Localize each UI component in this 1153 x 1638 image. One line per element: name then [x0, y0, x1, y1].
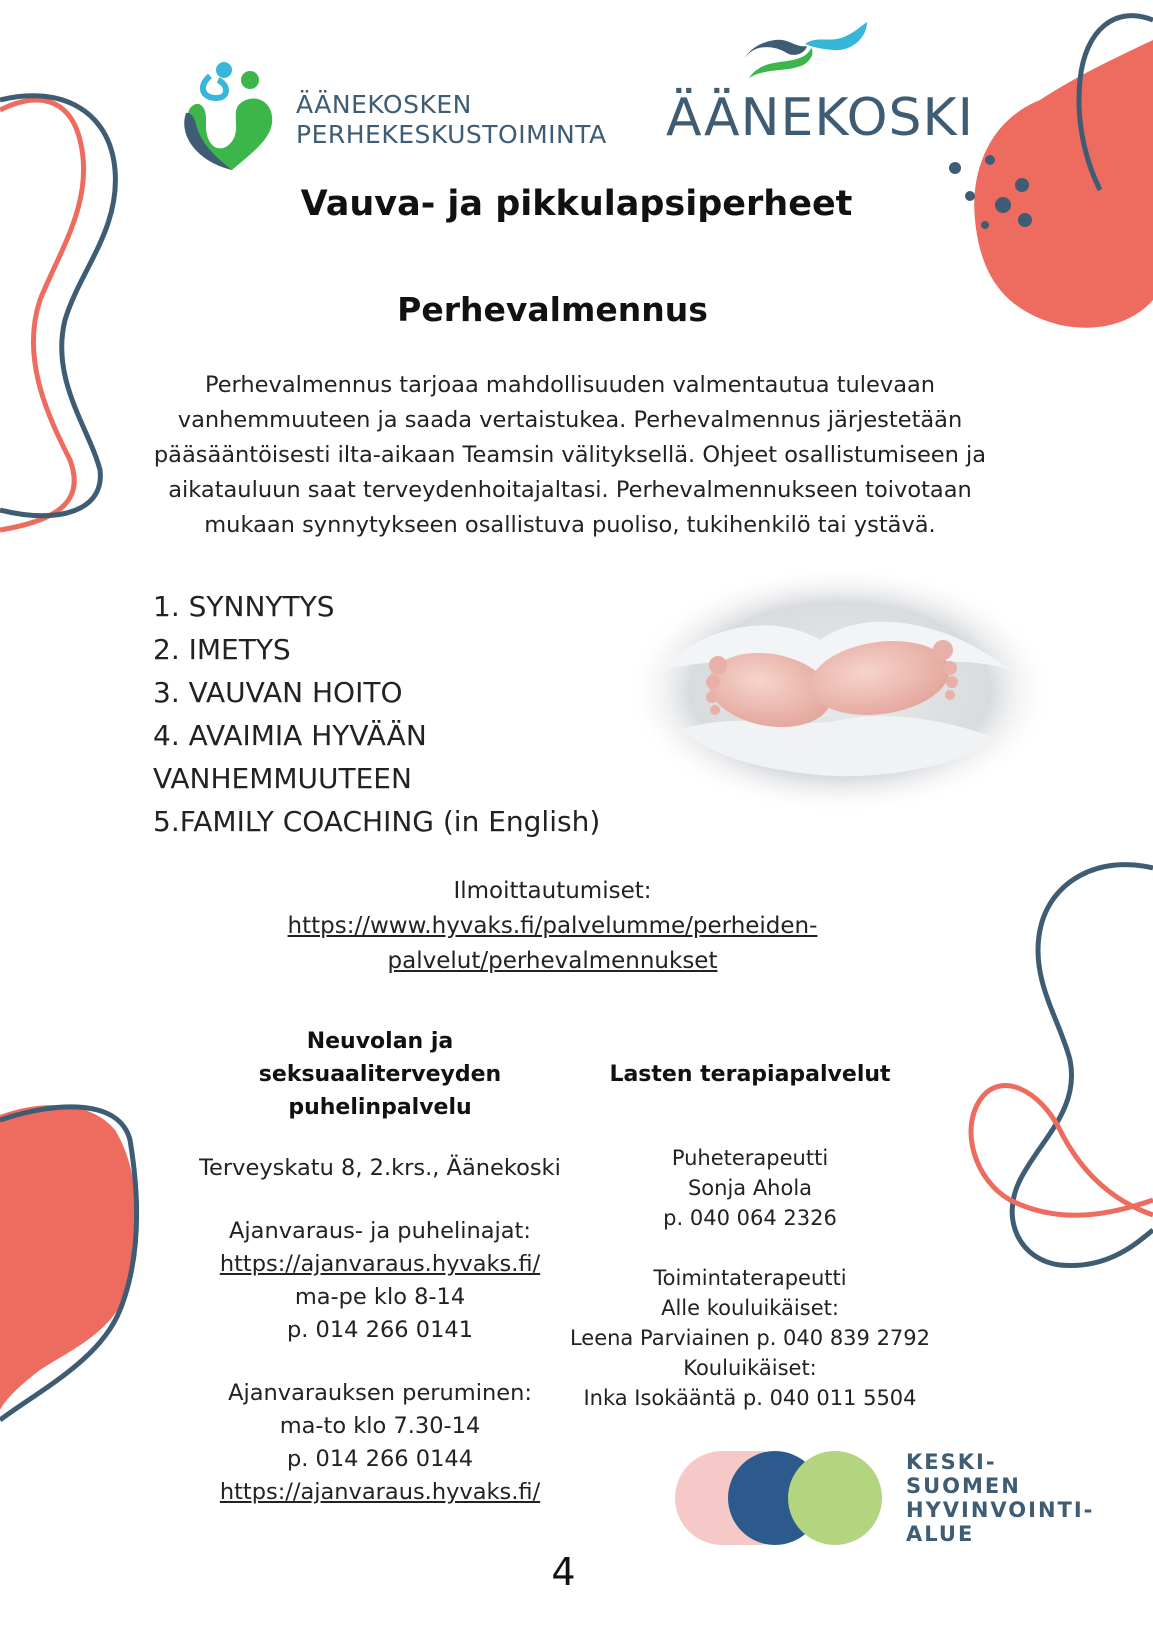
- intro-paragraph: Perhevalmennus tarjoaa mahdollisuuden valmentautua tulevaan vanhemmuuteen ja saada vertaistukea. Perhevalmennus järjestetään pääsääntöisesti ilta-aikaan Teamsin välityksellä. Ohjeet osallistumiseen ja aikatauluun saat terveydenhoitajaltasi. Perhevalmennukseen toivotaan mukaan synnytykseen osallistuva puoliso, tukihenkilö tai ystävä.: [153, 372, 987, 538]
- line-right-coral: [971, 1086, 1153, 1216]
- neuvola-title: [160, 1025, 600, 1124]
- topic-item: 1. SYNNYTYS: [153, 590, 335, 623]
- booking-hours: ma-pe klo 8-14: [294, 1284, 466, 1310]
- registration-link[interactable]: [288, 913, 818, 974]
- neuvola-title-line2: seksuaaliterveyden: [258, 1062, 502, 1087]
- ot-role: Toimintaterapeutti: [653, 1266, 847, 1290]
- hyvinvointialue-line3: HYVINVOINTI-: [906, 1498, 1095, 1522]
- topic-item: 2. IMETYS: [153, 633, 291, 666]
- perhekeskus-logo-line2: PERHEKESKUSTOIMINTA: [296, 120, 607, 149]
- page-number: 4: [551, 1550, 576, 1594]
- cancel-label: Ajanvarauksen peruminen:: [228, 1380, 532, 1406]
- hyvinvointialue-logo-icon: [675, 1448, 895, 1548]
- cancel-phone: p. 014 266 0144: [286, 1446, 474, 1472]
- topic-item: 3. VAUVAN HOITO: [153, 676, 403, 709]
- cancel-link[interactable]: https://ajanvaraus.hyvaks.fi/: [219, 1479, 541, 1505]
- registration-block: [0, 874, 1105, 979]
- registration-link-line1[interactable]: https://www.hyvaks.fi/palvelumme/perheiden-: [287, 913, 818, 939]
- speech-role: Puheterapeutti: [671, 1146, 829, 1170]
- hyvinvointialue-line2: SUOMEN: [906, 1474, 1021, 1498]
- hyvinvointialue-line1: KESKI-: [906, 1450, 997, 1474]
- terapia-section: [560, 1058, 940, 1413]
- topic-item: 4. AVAIMIA HYVÄÄN: [153, 719, 427, 752]
- section-title: Perhevalmennus: [397, 290, 708, 329]
- ot-preschool-label: Alle kouluikäiset:: [661, 1296, 839, 1320]
- booking-link[interactable]: https://ajanvaraus.hyvaks.fi/: [219, 1251, 541, 1277]
- booking-phone: p. 014 266 0141: [286, 1317, 474, 1343]
- aanekoski-city-logo-icon: [745, 18, 870, 88]
- registration-label: Ilmoittautumiset:: [453, 878, 652, 904]
- ot-school-contact: Inka Isokääntä p. 040 011 5504: [583, 1386, 917, 1410]
- booking-label: Ajanvaraus- ja puhelinajat:: [229, 1218, 531, 1244]
- perhekeskus-heart-logo-icon: [180, 58, 280, 174]
- page-title: Vauva- ja pikkulapsiperheet: [300, 184, 853, 224]
- baby-feet-photo: [620, 560, 1060, 820]
- cancel-hours: ma-to klo 7.30-14: [279, 1413, 481, 1439]
- neuvola-section: [160, 1025, 600, 1509]
- perhekeskus-logo-line1: ÄÄNEKOSKEN: [296, 90, 472, 119]
- topic-list: [153, 585, 600, 843]
- speech-phone: p. 040 064 2326: [663, 1206, 837, 1230]
- hyvinvointialue-logo-text: [906, 1450, 1094, 1546]
- neuvola-title-line3: puhelinpalvelu: [288, 1095, 472, 1120]
- topic-item: 5.FAMILY COACHING (in English): [153, 805, 601, 838]
- speech-name: Sonja Ahola: [687, 1176, 813, 1200]
- ot-preschool-contact: Leena Parviainen p. 040 839 2792: [569, 1326, 931, 1350]
- terapia-title: Lasten terapiapalvelut: [609, 1062, 891, 1087]
- hyvinvointialue-line4: ALUE: [906, 1522, 975, 1546]
- perhekeskus-logo-text: [296, 90, 607, 150]
- topic-item: VANHEMMUUTEEN: [153, 762, 412, 795]
- ot-school-label: Kouluikäiset:: [683, 1356, 817, 1380]
- blob-bottom-left: [0, 1105, 136, 1410]
- neuvola-title-line1: Neuvolan ja: [306, 1029, 454, 1054]
- neuvola-address: Terveyskatu 8, 2.krs., Äänekoski: [199, 1155, 561, 1181]
- aanekoski-logo-text: ÄÄNEKOSKI: [666, 88, 974, 148]
- registration-link-line2[interactable]: palvelut/perhevalmennukset: [387, 948, 718, 974]
